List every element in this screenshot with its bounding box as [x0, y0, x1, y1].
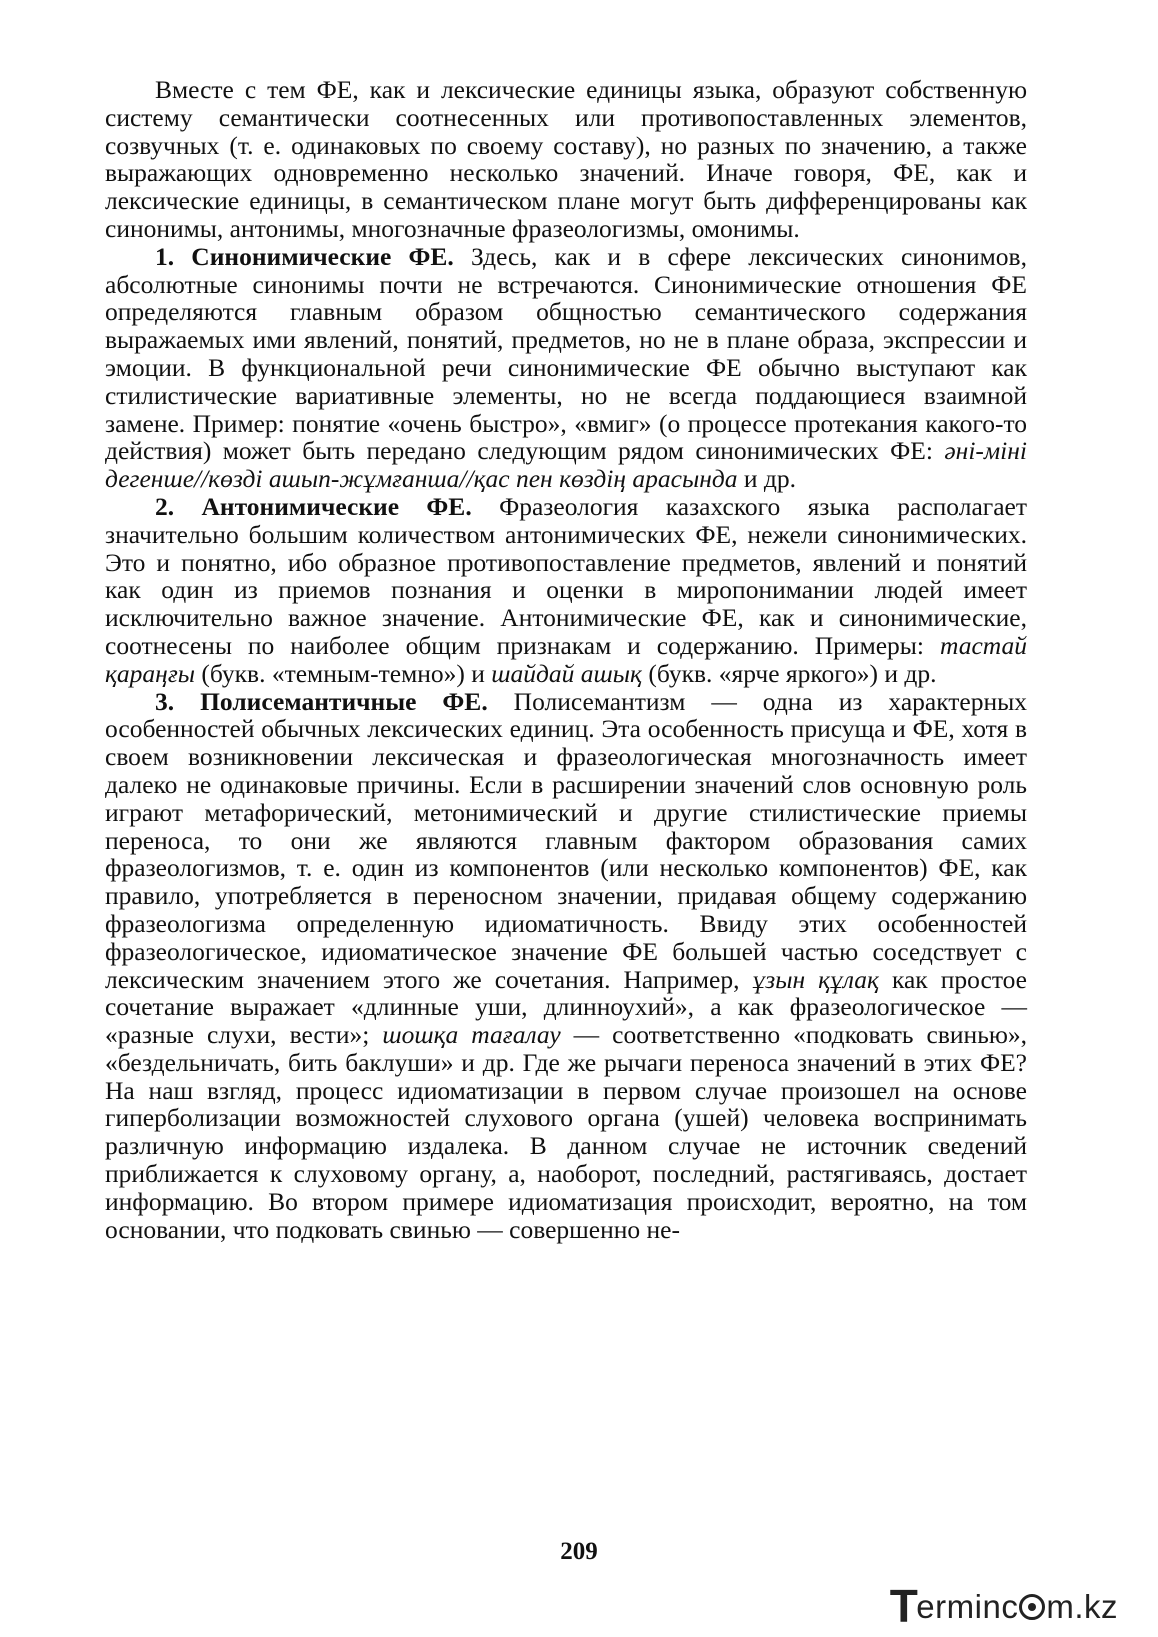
body-text: (букв. «темным-темно») и [195, 658, 492, 688]
kazakh-phrase: тастай қараңғы [105, 630, 1027, 688]
section-heading: 2. Антонимические ФЕ. [155, 491, 472, 521]
section-heading: 3. Полисемантичные ФЕ. [155, 686, 488, 716]
page-body [105, 76, 1027, 1243]
logo-letter-t: T [889, 1580, 919, 1632]
logo-text-middle: erminc [916, 1588, 1019, 1625]
logo-text-end: m.kz [1046, 1588, 1118, 1625]
logo-o-ring-icon [1019, 1594, 1045, 1620]
body-text: Полисемантизм — одна из характерных особенностей обычных лексических единиц. Эта особенность присуща и ФЕ, хотя в своем возникновении лексическая и фразеологическая многозначность имеет далеко не одинаковые причины. Если в расширении значений слов основную роль играют метафорический, метонимический и другие стилистические приемы переноса, то они же являются главным фактором образования самих фразеологизмов, т. е. один из компонентов (или несколько компонентов) ФЕ, как правило, употребляется в переносном значении, придавая общему содержанию фразеологизма определенную идиоматичность. Ввиду этих особенностей фразеологическое, идиоматическое значение ФЕ большей частью соседствует с лексическим значением этого же сочетания. Например, [105, 686, 1028, 994]
body-text: Фразеология казахского языка располагает значительно большим количеством антонимических ФЕ, нежели синонимических. Это и понятно, ибо образное противопоставление предметов, явлений и понятий как один из приемов познания и оценки в миропонимании людей имеет исключительно важное значение. Антонимические ФЕ, как и синонимические, соотнесены по наиболее общим признакам и содержанию. Примеры: [105, 491, 1028, 660]
kazakh-phrase: әні-міні дегенше//көзді ашып-жұмғанша//қас пен көздің арасында [105, 436, 1027, 494]
section-heading: 1. Синонимические ФЕ. [155, 241, 454, 271]
page-number: 209 [560, 1538, 598, 1565]
paragraph-polysemantic [105, 688, 1027, 1244]
body-text: — соответственно «подковать свинью», «бездельничать, бить баклуши» и др. Где же рычаги переноса значений в этих ФЕ? На наш взгляд, процесс идиоматизации в первом случае произошел на основе гиперболизации возможностей слухового органа (ушей) человека воспринимать различную информацию издалека. В данном случае не источник сведений приближается к слуховому органу, а, наоборот, последний, растягиваясь, достает информацию. Во втором примере идиоматизация происходит, вероятно, на том основании, что подковать свинью — совершенно не- [105, 1020, 1028, 1244]
paragraph-intro [105, 76, 1027, 243]
body-text: как простое сочетание выражает «длинные уши, длинноухий», а как фразеологическое — «разные слухи, вести»; [105, 964, 1028, 1050]
kazakh-phrase: шошқа тағалау [382, 1020, 561, 1050]
body-text: Здесь, как и в сфере лексических синонимов, абсолютные синонимы почти не встречаются. Синонимические отношения ФЕ определяются главным образом общностью семантического содержания выражаемых ими явлений, понятий, предметов, но не в плане образа, экспрессии и эмоции. В функциональной речи синонимические ФЕ обычно выступают как стилистические вариативные элементы, но не всегда поддающиеся взаимной замене. Пример: понятие «очень быстро», «вмиг» (о процессе протекания какого-то действия) может быть передано следующим рядом синонимических ФЕ: [105, 241, 1027, 466]
paragraph-antonymic [105, 493, 1027, 688]
body-text: (букв. «ярче яркого») и др. [641, 658, 937, 688]
kazakh-phrase: шайдай ашық [491, 658, 642, 688]
termincom-logo [889, 1580, 1118, 1632]
body-text: Вместе с тем ФЕ, как и лексические единицы языка, образуют собственную систему семантически соотнесенных или противопоставленных элементов, созвучных (т. е. одинаковых по своему составу), но разных по значению, а также выражающих одновременно несколько значений. Иначе говоря, ФЕ, как и лексические единицы, в семантическом плане могут быть дифференцированы как синонимы, антонимы, многозначные фразеологизмы, омонимы. [105, 75, 1027, 243]
kazakh-phrase: ұзын құлақ [752, 964, 879, 994]
paragraph-synonymic [105, 243, 1027, 493]
body-text: и др. [737, 464, 797, 494]
